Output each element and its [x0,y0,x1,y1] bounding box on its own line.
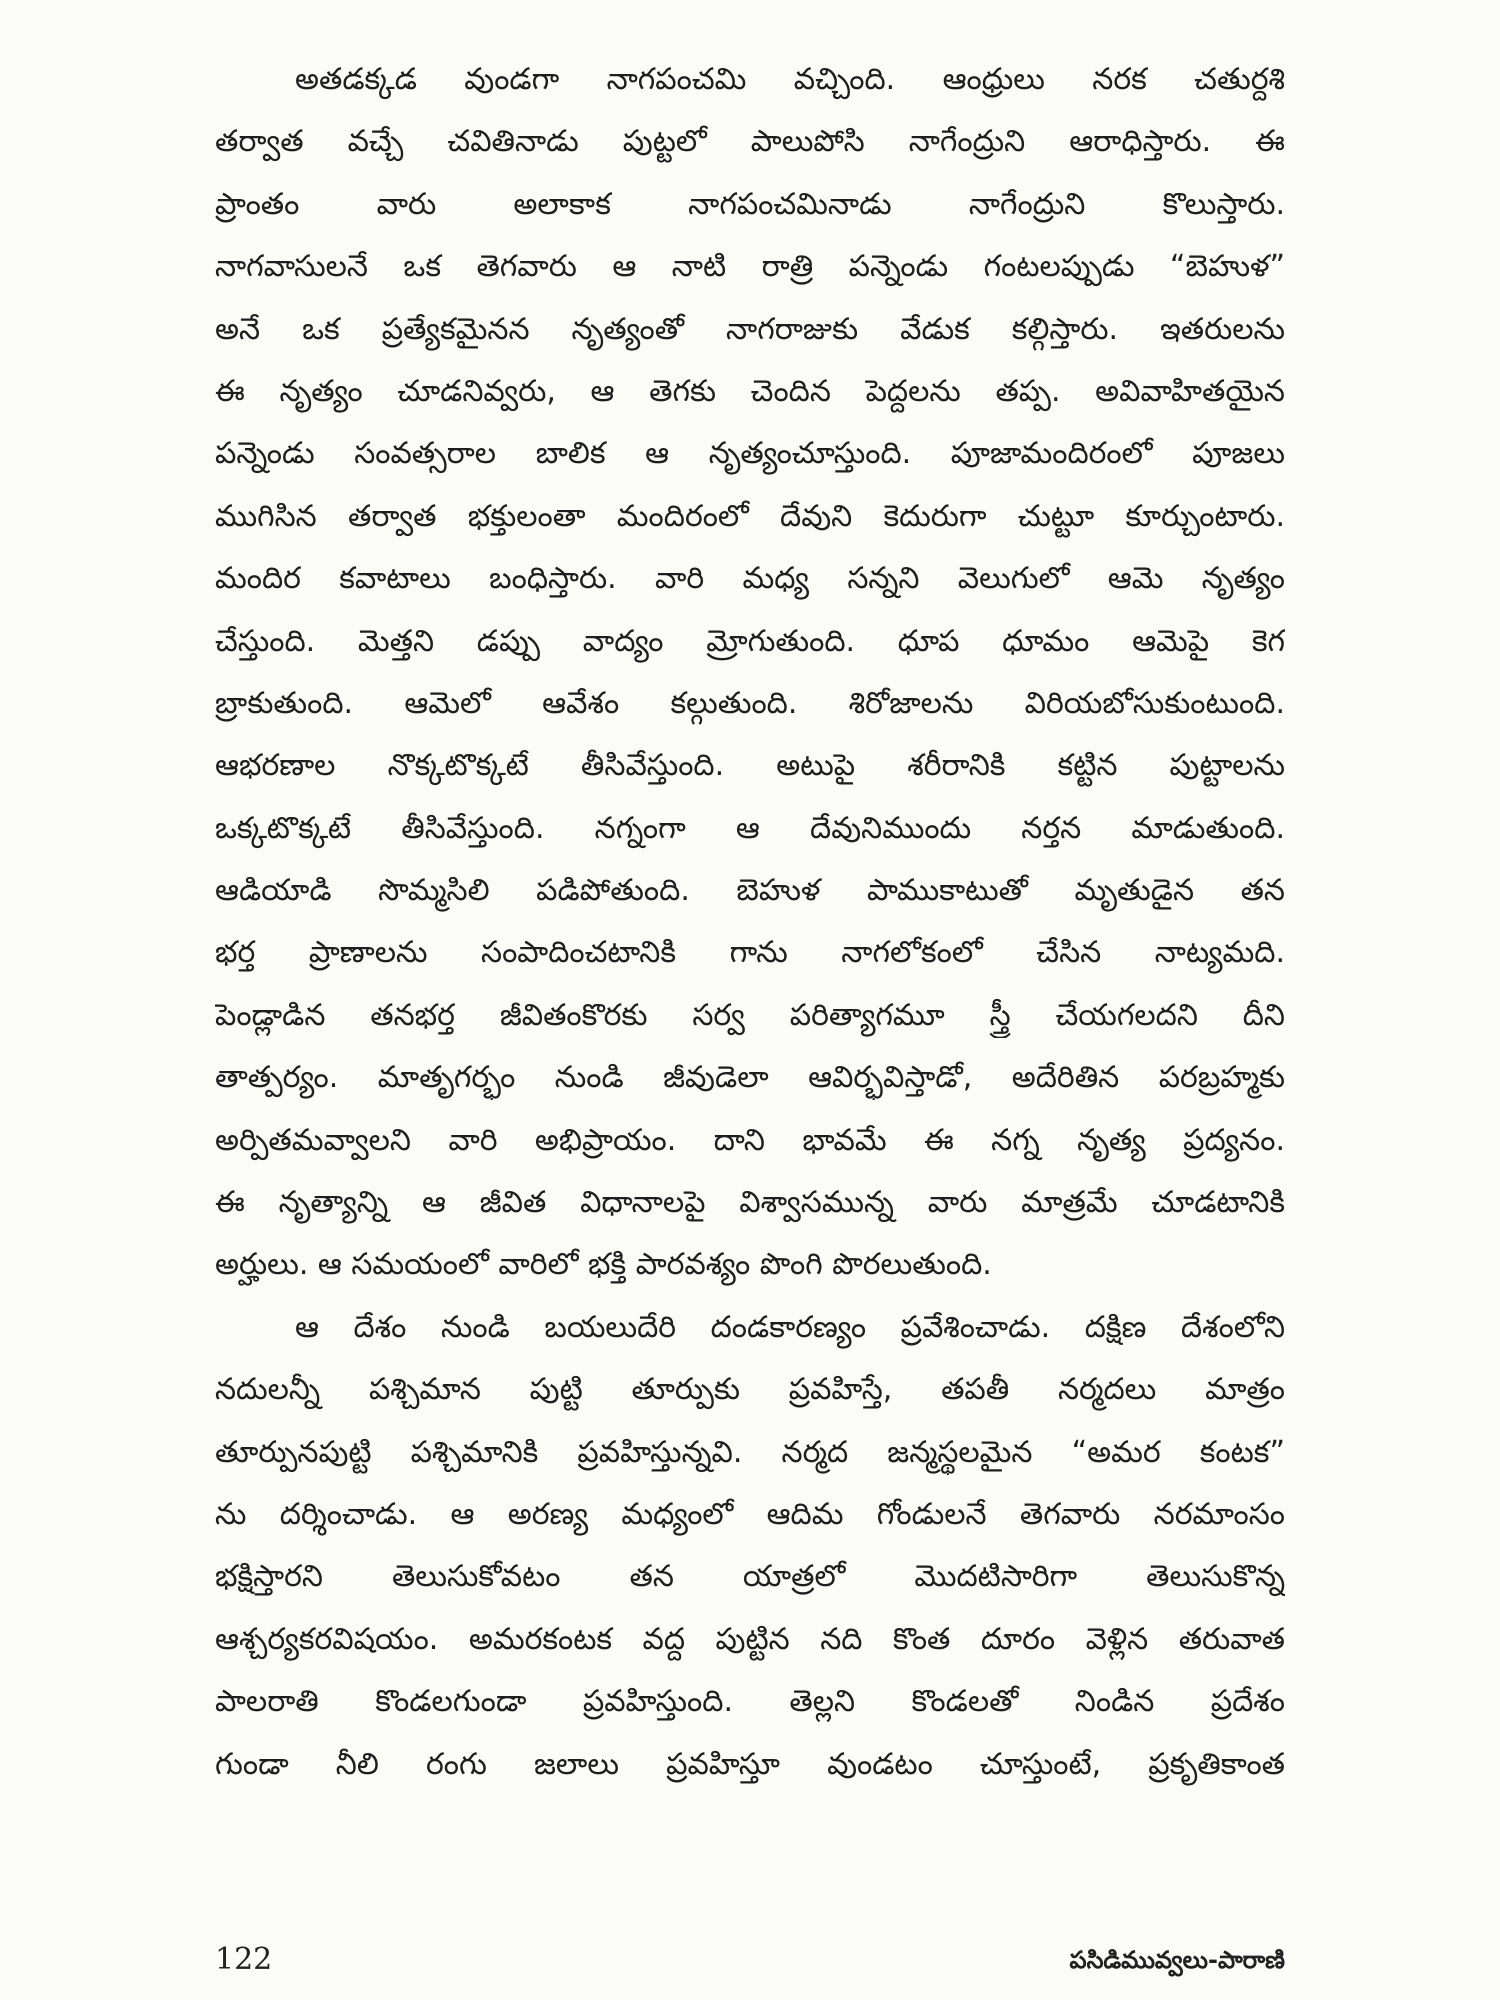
text-line: ను దర్శించాడు. ఆ అరణ్య మధ్యంలో ఆదిమ గోండులనే తెగవారు నరమాంసం [215,1496,1285,1532]
text-line: చేస్తుంది. మెత్తని డప్పు వాద్యం మ్రోగుతుంది. ధూప ధూమం ఆమెపై కెగ [215,623,1285,659]
text-line: ఈ నృత్యాన్ని ఆ జీవిత విధానాలపై విశ్వాసమున్న వారు మాత్రమే చూడటానికి [215,1185,1285,1221]
text-line: తాత్పర్యం. మాతృగర్భం నుండి జీవుడెలా ఆవిర్భవిస్తాడో, అదేరితిన పరబ్రహ్మకు [215,1060,1285,1096]
text-line: నాగవాసులనే ఒక తెగవారు ఆ నాటి రాత్రి పన్నెండు గంటలప్పుడు “బెహుళ” [215,249,1285,285]
text-line: మందిర కవాటాలు బంధిస్తారు. వారి మధ్య సన్నని వెలుగులో ఆమె నృత్యం [215,561,1285,597]
text-line: ఒక్కటొక్కటే తీసివేస్తుంది. నగ్నంగా ఆ దేవునిముందు నర్తన మాడుతుంది. [215,810,1285,846]
text-line: ఆభరణాల నొక్కటొక్కటే తీసివేస్తుంది. అటుపై శరీరానికి కట్టిన పుట్టాలను [215,748,1285,784]
text-line: భర్త ప్రాణాలను సంపాదించటానికి గాను నాగలోకంలో చేసిన నాట్యమది. [215,935,1285,971]
text-line: గుండా నీలి రంగు జలాలు ప్రవహిస్తూ వుండటం చూస్తుంటే, ప్రకృతికాంత [215,1746,1285,1782]
text-line: అర్హులు. ఆ సమయంలో వారిలో భక్తి పారవశ్యం పొంగి పొరలుతుంది. [215,1247,992,1283]
text-line: అర్పితమవ్వాలని వారి అభిప్రాయం. దాని భావమే ఈ నగ్న నృత్య ప్రద్యనం. [215,1122,1285,1158]
text-line: ఆశ్చర్యకరవిషయం. అమరకంటక వద్ద పుట్టిన నది కొంత దూరం వెళ్లిన తరువాత [215,1621,1285,1657]
page-number: 122 [215,1942,273,1977]
text-line: బ్రాకుతుంది. ఆమెలో ఆవేశం కల్గుతుంది. శిరోజాలను విరియబోసుకుంటుంది. [215,685,1285,721]
text-line: పెండ్లాడిన తనభర్త జీవితంకొరకు సర్వ పరిత్యాగమూ స్త్రీ చేయగలదని దీని [215,997,1285,1033]
text-line: తర్వాత వచ్చే చవితినాడు పుట్టలో పాలుపోసి నాగేంద్రుని ఆరాధిస్తారు. ఈ [215,124,1285,160]
text-line: ఆడియాడి సొమ్మసిలి పడిపోతుంది. బెహుళ పాముకాటుతో మృతుడైన తన [215,873,1285,909]
text-line: ముగిసిన తర్వాత భక్తులంతా మందిరంలో దేవుని కెదురుగా చుట్టూ కూర్చుంటారు. [215,498,1285,534]
page-footer [215,1940,1285,1980]
text-line: అనే ఒక ప్రత్యేకమైనన నృత్యంతో నాగరాజుకు వేడుక కల్గిస్తారు. ఇతరులను [215,311,1285,347]
text-line: పన్నెండు సంవత్సరాల బాలిక ఆ నృత్యంచూస్తుంది. పూజామందిరంలో పూజలు [215,436,1285,472]
body-text [215,58,1285,1805]
text-line: నదులన్నీ పశ్చిమాన పుట్టి తూర్పుకు ప్రవహిస్తే, తపతీ నర్మదలు మాత్రం [215,1372,1285,1408]
text-line: తూర్పునపుట్టి పశ్చిమానికి ప్రవహిస్తున్నవి. నర్మద జన్మస్థలమైన “అమర కంటక” [215,1434,1285,1470]
text-line: ఈ నృత్యం చూడనివ్వరు, ఆ తెగకు చెందిన పెద్దలను తప్ప. అవివాహితయైన [215,373,1285,409]
text-line: అతడక్కడ వుండగా నాగపంచమి వచ్చింది. ఆంధ్రులు నరక చతుర్దశి [295,62,1285,97]
text-line: పాలరాతి కొండలగుండా ప్రవహిస్తుంది. తెల్లని కొండలతో నిండిన ప్రదేశం [215,1684,1285,1720]
text-line: భక్షిస్తారని తెలుసుకోవటం తన యాత్రలో మొదటిసారిగా తెలుసుకొన్న [215,1559,1285,1595]
text-line: ప్రాంతం వారు అలాకాక నాగపంచమినాడు నాగేంద్రుని కొలుస్తారు. [215,186,1285,222]
book-title: పసిడిమువ్వలు-పారాణి [1069,1946,1285,1974]
text-line: ఆ దేశం నుండి బయలుదేరి దండకారణ్యం ప్రవేశించాడు. దక్షిణ దేశంలోని [295,1309,1285,1345]
